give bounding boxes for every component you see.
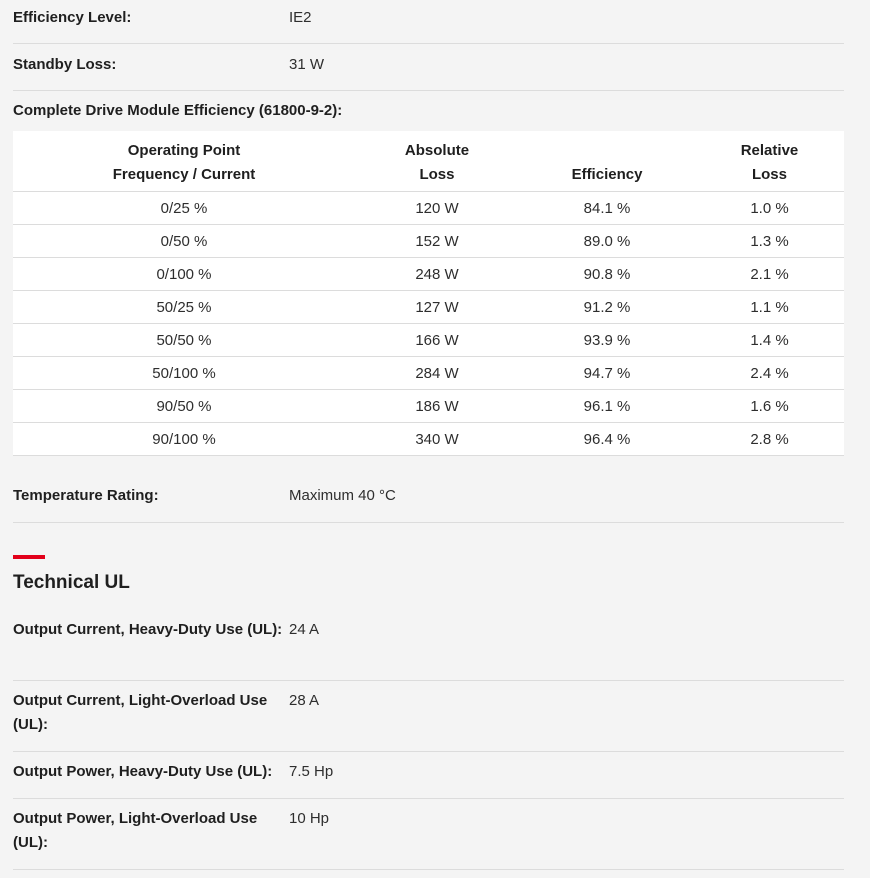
table-row [13, 324, 844, 357]
table-cell: 120 W [355, 192, 519, 225]
table-cell: 127 W [355, 291, 519, 324]
table-cell: 186 W [355, 390, 519, 423]
spec-label: Output Current, Heavy-Duty Use (UL): [13, 621, 283, 638]
spec-row-output-power-light-overload [13, 799, 844, 870]
table-cell: 340 W [355, 423, 519, 456]
table-cell: 284 W [355, 357, 519, 390]
table-cell: 50/50 % [13, 324, 355, 357]
spec-label: Output Current, Light-Overload Use (UL): [13, 692, 268, 733]
table-cell: 89.0 % [519, 225, 695, 258]
spec-row-output-power-heavy-duty [13, 752, 844, 799]
table-cell: 2.4 % [695, 357, 844, 390]
table-cell: 84.1 % [519, 192, 695, 225]
spec-row-output-current-heavy-duty [13, 610, 844, 681]
spec-label: Standby Loss: [13, 56, 117, 73]
spec-value: 7.5 Hp [289, 763, 334, 780]
spec-value: 28 A [289, 692, 320, 709]
table-cell: 0/25 % [13, 192, 355, 225]
table-cell: 90/100 % [13, 423, 355, 456]
column-header-relative-loss: Relative Loss [695, 131, 844, 192]
table-cell: 2.1 % [695, 258, 844, 291]
table-row [13, 225, 844, 258]
drive-module-efficiency-label: Complete Drive Module Efficiency (61800-9-2): [13, 102, 343, 119]
table-row [13, 258, 844, 291]
table-cell: 90.8 % [519, 258, 695, 291]
table-cell: 94.7 % [519, 357, 695, 390]
table-cell: 1.3 % [695, 225, 844, 258]
section-accent-bar [13, 555, 45, 559]
spec-value: 10 Hp [289, 810, 330, 827]
table-cell: 1.1 % [695, 291, 844, 324]
efficiency-table [13, 131, 844, 456]
spec-value: 24 A [289, 621, 320, 638]
spec-row-standby-loss [13, 44, 844, 91]
table-cell: 1.6 % [695, 390, 844, 423]
spec-label: Output Power, Heavy-Duty Use (UL): [13, 763, 273, 780]
table-cell: 1.4 % [695, 324, 844, 357]
table-cell: 248 W [355, 258, 519, 291]
spec-row-temperature-rating [13, 470, 844, 523]
table-cell: 166 W [355, 324, 519, 357]
table-cell: 93.9 % [519, 324, 695, 357]
column-header-efficiency: Efficiency [519, 131, 695, 192]
table-row [13, 192, 844, 225]
table-row [13, 357, 844, 390]
table-cell: 1.0 % [695, 192, 844, 225]
table-cell: 0/50 % [13, 225, 355, 258]
table-cell: 91.2 % [519, 291, 695, 324]
table-cell: 96.1 % [519, 390, 695, 423]
table-row [13, 291, 844, 324]
table-cell: 90/50 % [13, 390, 355, 423]
spec-label: Efficiency Level: [13, 9, 132, 26]
spec-label: Temperature Rating: [13, 487, 159, 504]
spec-row-efficiency-level [13, 0, 844, 44]
table-cell: 152 W [355, 225, 519, 258]
spec-value: 31 W [289, 56, 325, 73]
table-cell: 50/25 % [13, 291, 355, 324]
table-row [13, 390, 844, 423]
spec-label: Output Power, Light-Overload Use (UL): [13, 810, 258, 851]
spec-value: Maximum 40 °C [289, 487, 396, 504]
table-cell: 50/100 % [13, 357, 355, 390]
spec-row-output-current-light-overload [13, 681, 844, 752]
table-header-row [13, 131, 844, 192]
table-cell: 0/100 % [13, 258, 355, 291]
column-header-absolute-loss: Absolute Loss [355, 131, 519, 192]
table-cell: 2.8 % [695, 423, 844, 456]
spec-value: IE2 [289, 9, 312, 26]
table-cell: 96.4 % [519, 423, 695, 456]
table-row [13, 423, 844, 456]
column-header-operating-point: Operating Point Frequency / Current [13, 131, 355, 192]
section-heading-technical-ul: Technical UL [13, 572, 130, 593]
